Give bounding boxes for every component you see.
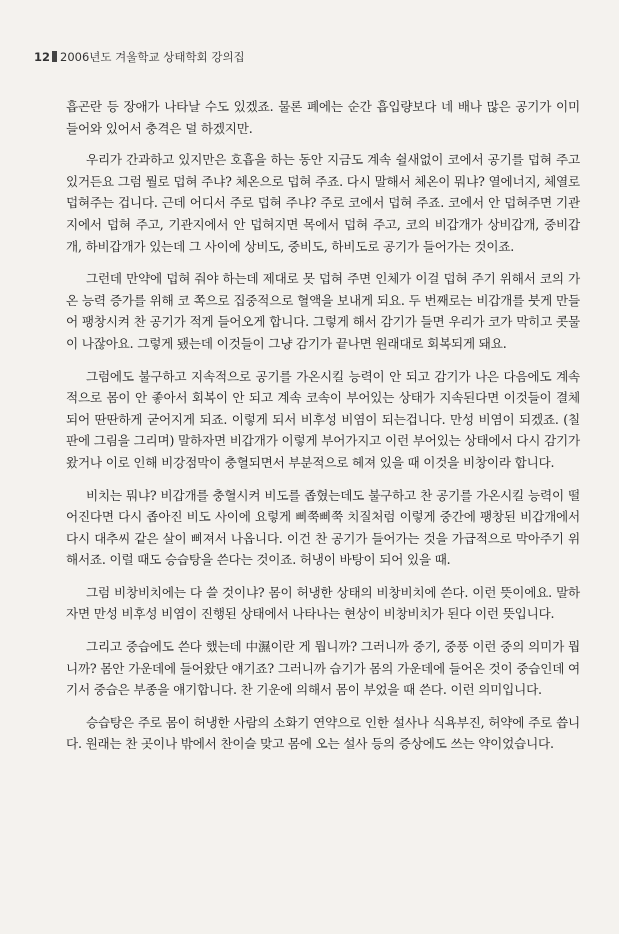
running-header <box>34 49 245 65</box>
paragraph: 그럼에도 불구하고 지속적으로 공기를 가온시킬 능력이 안 되고 감기가 나은 다음에도 계속적으로 몸이 안 좋아서 회복이 안 되고 계속 코속이 부어있는 상태가 지속된다면 이것들이 결체되어 딴딴하게 굳어지게 되죠. 이렇게 되서 비후성 비염이 되는겁니다. 만성 비염이 되겠죠. (칠판에 그림을 그리며) 말하자면 비갑개가 이렇게 부어가지고 이런 부어있는 상태에서 다시 감기가 왔거나 이로 인해 비강점막이 충혈되면서 부분적으로 헤져 있을 때 이것을 비창이라 합니다. <box>66 368 580 470</box>
paragraph: 그럼 비창비치에는 다 쓸 것이냐? 몸이 허냉한 상태의 비창비치에 쓴다. 이런 뜻이에요. 말하자면 만성 비후성 비염이 진행된 상태에서 나타나는 현상이 비창비치가 된다 이런 뜻입니다. <box>66 584 580 622</box>
header-title: 2006년도 겨울학교 상태학회 강의집 <box>60 50 245 64</box>
page-number: 12 <box>34 50 51 64</box>
paragraph: 그리고 중습에도 쓴다 했는데 中濕이란 게 뭡니까? 그러니까 중기, 중풍 이런 중의 의미가 뭡니까? 몸안 가운데에 들어왔단 얘기죠? 그러니까 습기가 몸의 가운데에 들어온 것이 중습인데 여기서 중습은 부종을 얘기합니다. 찬 기운에 의해서 몸이 부었을 때 쓴다. 이런 의미입니다. <box>66 639 580 698</box>
paragraph: 그런데 만약에 덥혀 줘야 하는데 제대로 못 덥혀 주면 인체가 이걸 덥혀 주기 위해서 코의 가온 능력 증가를 위해 코 쪽으로 집중적으로 혈액을 보내게 되요. 두 번째로는 비갑개를 붓게 만들어 팽창시켜 찬 공기가 적게 들어오게 합니다. 그렇게 해서 감기가 들면 우리가 코가 막히고 콧물이 나잖아요. 그렇게 됐는데 이것들이 그냥 감기가 끝나면 원래대로 회복되게 돼요. <box>66 271 580 351</box>
paragraph: 우리가 간과하고 있지만은 호흡을 하는 동안 지금도 계속 쉴새없이 코에서 공기를 덥혀 주고 있거든요 그럼 뭘로 덥혀 주냐? 체온으로 덥혀 주죠. 다시 말해서 체온이 뭐냐? 열에너지, 체열로 덥혀주는 겁니다. 근데 어디서 주로 덥혀 주냐? 주로 코에서 덥혀 주죠. 코에서 안 덥혀주면 기관지에서 덥혀 주고, 기관지에서 안 덥혀지면 목에서 덥혀 주고, 코의 비갑개가 상비갑개, 중비갑개, 하비갑개가 있는데 그 사이에 상비도, 중비도, 하비도로 공기가 들어가는 것이죠. <box>66 152 580 254</box>
paragraph-continued: 흡곤란 등 장애가 나타날 수도 있겠죠. 물론 폐에는 순간 흡입량보다 네 배나 많은 공기가 이미 들어와 있어서 충격은 덜 하겠지만. <box>66 99 580 136</box>
header-separator <box>52 51 57 62</box>
paragraph: 승습탕은 주로 몸이 허냉한 사람의 소화기 연약으로 인한 설사나 식욕부진, 허약에 주로 씁니다. 원래는 찬 곳이나 밖에서 찬이슬 맞고 몸에 오는 설사 등의 증상에도 쓰는 약이었습니다. <box>66 714 580 752</box>
paragraph: 비치는 뭐냐? 비갑개를 충혈시켜 비도를 좁혔는데도 불구하고 찬 공기를 가온시킬 능력이 떨어진다면 다시 좁아진 비도 사이에 요렇게 삐쭉삐쭉 치질처럼 이렇게 중간에 팽창된 비갑개에서 다시 대추씨 같은 살이 삐져서 나옵니다. 이건 찬 공기가 들어가는 것을 가급적으로 막아주기 위해서죠. 이럴 때도 승습탕을 쓴다는 것이죠. 허냉이 바탕이 되어 있을 때. <box>66 487 580 568</box>
body-text <box>66 96 580 766</box>
